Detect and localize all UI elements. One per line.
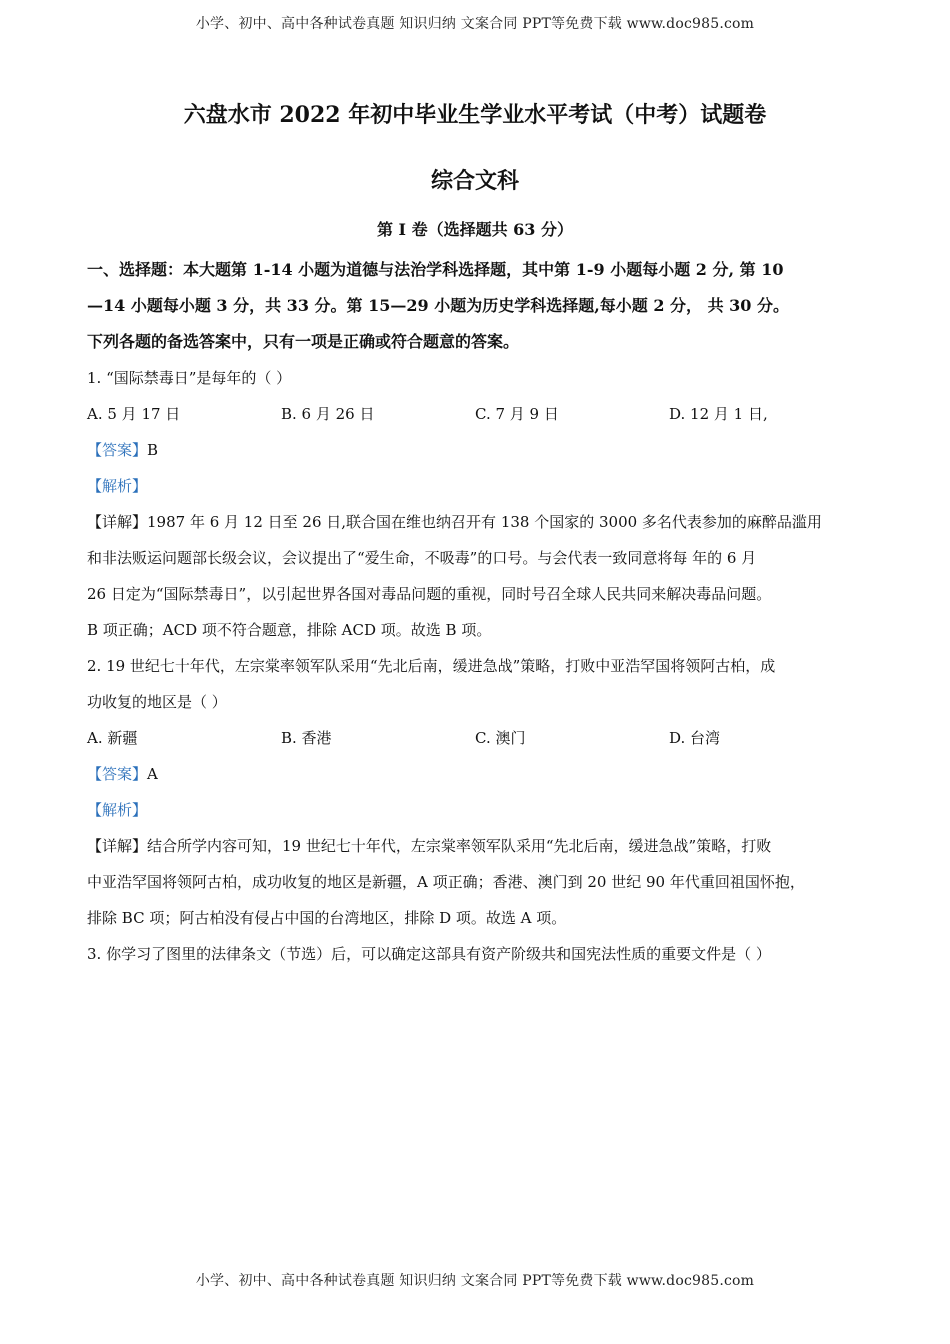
question-2-analysis-label: 【解析】 [87,801,148,819]
answer-value: B [147,441,159,459]
detail-line [87,828,863,864]
question-1-detail [87,504,863,648]
option-b: B. 香港 [281,729,332,747]
answer-label: 【答案】 [87,441,148,459]
question-2-stem: 2. 19 世纪七十年代，左宗棠率领军队采用“先北后南，缓进急战”策略，打败中亚浩罕国将领阿古柏，成 [87,657,776,675]
detail-text: 1987 年 6 月 12 日至 26 日,联合国在维也纳召开有 138 个国家的 3000 多名代表参加的麻醉品滥用 [147,513,822,531]
detail-line: B 项正确；ACD 项不符合题意，排除 ACD 项。故选 B 项。 [87,621,492,639]
question-1-options [87,396,863,432]
page-footer: 小学、初中、高中各种试卷真题 知识归纳 文案合同 PPT等免费下载 www.doc985.com [195,1273,755,1289]
question-2-options [87,720,863,756]
option-d: D. 台湾 [669,729,721,747]
option-c: C. 澳门 [475,729,526,747]
question-1-answer [87,432,863,468]
part-heading: 第 I 卷（选择题共 63 分） [376,220,574,239]
option-b: B. 6 月 26 日 [281,405,375,423]
question-1-stem: 1. “国际禁毒日”是每年的（ ） [87,369,292,387]
instructions-line: 一、选择题：本大题第 1-14 小题为道德与法治学科选择题，其中第 1-9 小题每小题 2 分, 第 10 [87,260,784,279]
option-d: D. 12 月 1 日, [669,405,768,423]
detail-line: 26 日定为“国际禁毒日”，以引起世界各国对毒品问题的重视，同时号召全球人民共同来解决毒品问题。 [87,585,772,603]
exam-title: 六盘水市 2022 年初中毕业生学业水平考试（中考）试题卷 [183,102,767,128]
instructions-line: —14 小题每小题 3 分，共 33 分。第 15—29 小题为历史学科选择题,每小题 2 分， 共 30 分。 [87,296,790,315]
question-2-answer [87,756,863,792]
detail-line: 和非法贩运问题部长级会议，会议提出了“爱生命，不吸毒”的口号。与会代表一致同意将每 年的 6 月 [87,549,757,567]
answer-label: 【答案】 [87,765,148,783]
option-a: A. 新疆 [87,729,138,747]
question-1-analysis-label: 【解析】 [87,477,148,495]
question-2-stem: 功收复的地区是（ ） [87,693,227,711]
detail-label: 【详解】 [87,513,148,531]
option-a: A. 5 月 17 日 [87,405,181,423]
detail-line: 中亚浩罕国将领阿古柏，成功收复的地区是新疆，A 项正确；香港、澳门到 20 世纪 90 年代重回祖国怀抱， [87,873,805,891]
detail-text: 结合所学内容可知，19 世纪七十年代，左宗棠率领军队采用“先北后南，缓进急战”策略，打败 [147,837,772,855]
document-body [87,252,863,972]
exam-subtitle: 综合文科 [430,168,519,194]
detail-label: 【详解】 [87,837,148,855]
instructions-line: 下列各题的备选答案中，只有一项是正确或符合题意的答案。 [87,332,520,351]
detail-line: 排除 BC 项；阿古柏没有侵占中国的台湾地区，排除 D 项。故选 A 项。 [87,909,567,927]
option-c: C. 7 月 9 日 [475,405,559,423]
page-header: 小学、初中、高中各种试卷真题 知识归纳 文案合同 PPT等免费下载 www.doc985.com [195,16,755,32]
question-3-stem: 3. 你学习了图里的法律条文（节选）后，可以确定这部具有资产阶级共和国宪法性质的重要文件是（ ） [87,945,771,963]
answer-value: A [147,765,158,783]
detail-line [87,504,863,540]
question-2-detail [87,828,863,936]
